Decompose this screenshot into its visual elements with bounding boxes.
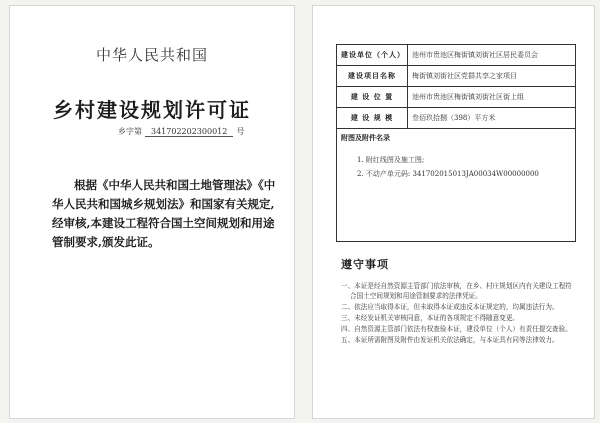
rule-item: 三、未经发证机关审核同意，本证的各项规定不得随意变更。 xyxy=(341,314,520,322)
body-line: 根据《中华人民共和国土地管理法》《中 xyxy=(74,178,276,192)
rule-item: 二、依法应当取得本证，但未取得本证或违反本证规定的，均属违法行为。 xyxy=(341,303,559,311)
body-line: 管制要求,颁发此证。 xyxy=(52,235,160,249)
row-value: 梅街镇刘街社区党群共享之家项目 xyxy=(408,66,576,87)
rule-item: 四、自然资源主管部门依法有权查验本证，建设单位（个人）有责任提交查验。 xyxy=(341,325,572,333)
body-line: 经审核,本建设工程符合国土空间规划和用途 xyxy=(52,216,275,230)
attachments-title: 附图及附件名录 xyxy=(341,133,390,142)
attachment-item: 2. 不动产单元码: 341702015013JA00034W00000000 xyxy=(357,170,539,178)
permit-body-text xyxy=(52,176,280,252)
rule-item: 五、本证所需附图及附件由发证机关依法确定，与本证具有同等法律效力。 xyxy=(341,336,559,344)
permit-details-page xyxy=(313,6,594,418)
country-name: 中华人民共和国 xyxy=(95,46,208,64)
permit-number-line xyxy=(118,126,288,137)
row-value: 池州市贵池区梅街镇刘街社区街上组 xyxy=(408,87,576,108)
number-prefix: 乡字第 xyxy=(118,127,142,136)
row-value: 叁佰玖拾捌（398）平方米 xyxy=(408,108,576,129)
row-label: 建 设 位 置 xyxy=(337,87,408,108)
rule-item: 一、本证是经自然资源主管部门依法审核，在乡、村庄规划区内有关建设工程符合国土空间规划和用途管制要求的法律凭证。 xyxy=(341,282,572,300)
row-label: 建设单位（个人） xyxy=(337,45,408,66)
rules-title: 遵守事项 xyxy=(341,258,389,271)
number-suffix: 号 xyxy=(236,127,245,136)
table-row xyxy=(337,87,576,108)
rules-list xyxy=(341,281,573,346)
row-value: 池州市贵池区梅街镇刘街社区居民委员会 xyxy=(408,45,576,66)
attachments-cell xyxy=(337,129,576,242)
permit-number: 341702202300012 xyxy=(145,127,233,137)
project-info-table xyxy=(336,44,576,242)
table-row xyxy=(337,108,576,129)
table-row xyxy=(337,66,576,87)
attachments-row xyxy=(337,129,576,242)
row-label: 建 设 规 模 xyxy=(337,108,408,129)
table-row xyxy=(337,45,576,66)
body-line: 华人民共和国城乡规划法》和国家有关规定, xyxy=(52,197,275,211)
permit-cover-page xyxy=(10,6,294,418)
row-label: 建设项目名称 xyxy=(337,66,408,87)
attachment-item: 1. 附红线图及施工图; xyxy=(357,156,425,164)
permit-title: 乡村建设规划许可证 xyxy=(53,98,251,122)
